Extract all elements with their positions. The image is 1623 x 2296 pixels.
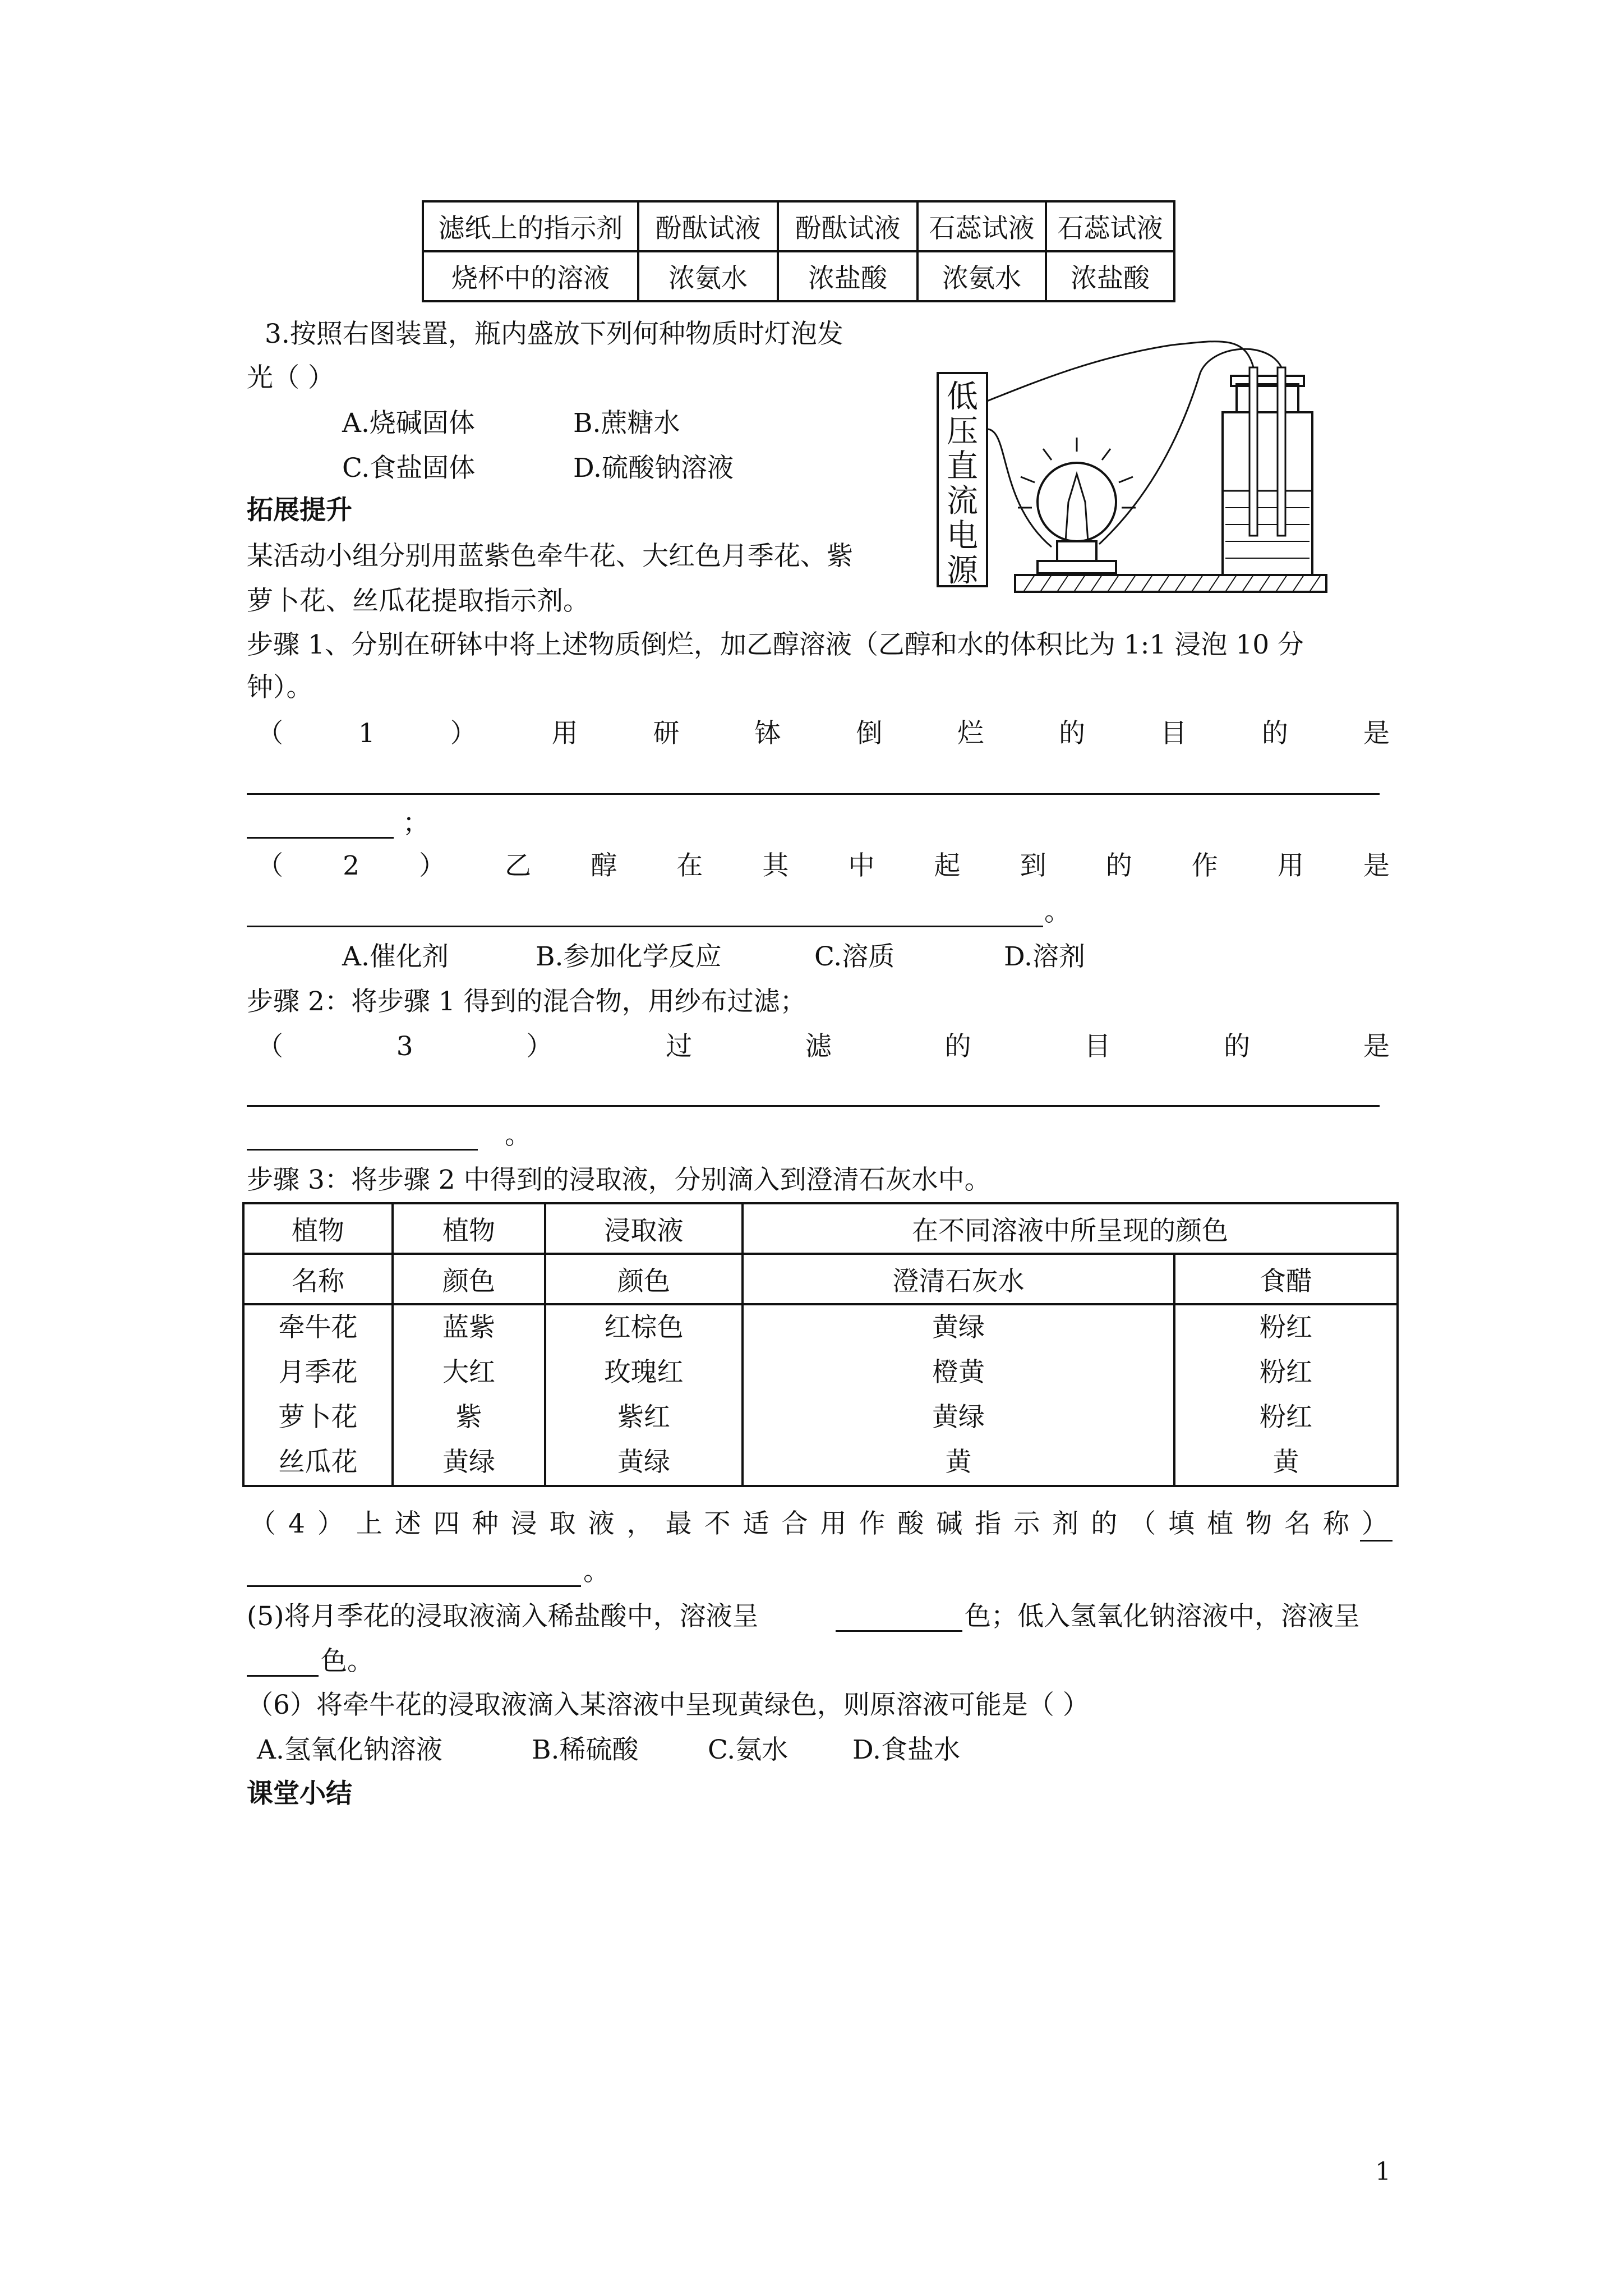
- question-5-text-end: 色。: [321, 1646, 374, 1677]
- answer-blank[interactable]: [836, 1630, 962, 1632]
- punctuation: ；: [403, 808, 429, 839]
- page-number: 1: [1375, 2157, 1391, 2186]
- answer-blank[interactable]: [247, 1105, 1380, 1107]
- step1-text: 步骤 1、分别在研钵中将上述物质倒烂，加乙醇溶液（乙醇和水的体积比为 1:1 浸泡 10 分: [247, 629, 1304, 660]
- punctuation: 。: [583, 1556, 610, 1587]
- power-source-label: [940, 380, 985, 588]
- table-cell: 石蕊试液: [1046, 201, 1174, 251]
- indicator-table: [422, 200, 1175, 302]
- punctuation: 。: [505, 1120, 531, 1151]
- table-cell: 浸取液: [545, 1203, 743, 1254]
- ext-intro: 某活动小组分别用蓝紫色牵牛花、大红色月季花、紫: [247, 541, 853, 572]
- table-cell: 植物: [243, 1203, 393, 1254]
- label-char: 直: [947, 448, 978, 485]
- table-cell: 在不同溶液中所呈现的颜色: [743, 1203, 1398, 1254]
- table-cell: 黄绿 橙黄 黄绿 黄: [743, 1304, 1174, 1486]
- table-cell: 红棕色 玫瑰红 紫红 黄绿: [545, 1304, 743, 1486]
- circuit-figure: [931, 334, 1335, 597]
- q3-stem: 3.按照右图装置，瓶内盛放下列何种物质时灯泡发: [265, 319, 843, 349]
- table-cell: 石蕊试液: [917, 201, 1046, 251]
- table-cell: 浓盐酸: [1046, 251, 1174, 301]
- section-heading-summary: 课堂小结: [247, 1778, 352, 1809]
- table-cell: 牵牛花 月季花 萝卜花 丝瓜花: [243, 1304, 393, 1486]
- ext-intro-cont: 萝卜花、丝瓜花提取指示剂。: [247, 586, 589, 616]
- table-cell: 颜色: [393, 1254, 545, 1304]
- q3-option-c: C.食盐固体: [342, 453, 476, 484]
- table-cell: 澄清石灰水: [743, 1254, 1174, 1304]
- q3-option-d: D.硫酸钠溶液: [573, 453, 734, 484]
- label-char: 压: [947, 413, 978, 450]
- q6-option-d: D.食盐水: [852, 1734, 960, 1765]
- step1-text-cont: 钟）。: [247, 672, 313, 703]
- circuit-diagram: [931, 334, 1335, 597]
- section-heading: 拓展提升: [247, 495, 352, 526]
- q6-option-c: C.氨水: [708, 1734, 789, 1765]
- table-row: [243, 1304, 1398, 1486]
- table-cell: 浓氨水: [917, 251, 1046, 301]
- table-row: [243, 1254, 1398, 1304]
- label-char: 源: [947, 553, 978, 589]
- answer-blank[interactable]: [247, 793, 1380, 795]
- q3-option-a: A.烧碱固体: [342, 408, 475, 439]
- q2-option-a: A.催化剂: [342, 941, 449, 972]
- answer-blank[interactable]: [247, 1585, 581, 1587]
- table-cell: 蓝紫 大红 紫 黄绿: [393, 1304, 545, 1486]
- table-cell: 植物: [393, 1203, 545, 1254]
- answer-blank[interactable]: [1360, 1540, 1393, 1542]
- table-cell: 颜色: [545, 1254, 743, 1304]
- label-char: 低: [947, 379, 978, 415]
- step3-text: 步骤 3：将步骤 2 中得到的浸取液，分别滴入到澄清石灰水中。: [247, 1165, 991, 1195]
- table-row: [243, 1203, 1398, 1254]
- table-cell: 食醋: [1174, 1254, 1398, 1304]
- table-cell: 烧杯中的溶液: [423, 251, 638, 301]
- table-cell: 名称: [243, 1254, 393, 1304]
- answer-blank[interactable]: [247, 837, 394, 839]
- punctuation: 。: [1044, 896, 1071, 927]
- q3-option-b: B.蔗糖水: [573, 408, 680, 439]
- step2-text: 步骤 2：将步骤 1 得到的混合物，用纱布过滤；: [247, 986, 806, 1017]
- question-4-text: （ 4 ） 上 述 四 种 浸 取 液 ， 最 不 适 合 用 作 酸 碱 指 示 剂 的 （ 填 植 物 名 称 ）: [250, 1508, 1388, 1539]
- label-char: 流: [947, 483, 978, 519]
- table-cell: 酚酞试液: [638, 201, 778, 251]
- table-cell: 粉红 粉红 粉红 黄: [1174, 1304, 1398, 1486]
- q6-option-b: B.稀硫酸: [532, 1734, 639, 1765]
- question-5-text-mid: 色；低入氢氧化钠溶液中，溶液呈: [965, 1601, 1360, 1632]
- answer-blank[interactable]: [247, 926, 1043, 927]
- plant-extract-table: [242, 1202, 1399, 1487]
- q6-option-a: A.氢氧化钠溶液: [257, 1734, 442, 1765]
- question-5-text: (5)将月季花的浸取液滴入稀盐酸中，溶液呈: [247, 1601, 759, 1632]
- table-row: [423, 201, 1174, 251]
- table-row: [423, 251, 1174, 301]
- q3-stem-cont: 光（ ）: [247, 362, 334, 393]
- question-1-text: （ 1 ） 用 研 钵 倒 烂 的 目 的 是: [257, 718, 1390, 749]
- question-6-text: （6）将牵牛花的浸取液滴入某溶液中呈现黄绿色，则原溶液可能是（ ）: [247, 1690, 1089, 1720]
- answer-blank[interactable]: [247, 1675, 319, 1677]
- table-cell: 浓盐酸: [778, 251, 917, 301]
- question-3-text: （ 3 ） 过 滤 的 目 的 是: [257, 1031, 1390, 1062]
- q2-option-c: C.溶质: [814, 941, 895, 972]
- q2-option-b: B.参加化学反应: [536, 941, 722, 972]
- table-cell: 浓氨水: [638, 251, 778, 301]
- table-cell: 酚酞试液: [778, 201, 917, 251]
- answer-blank[interactable]: [247, 1149, 478, 1151]
- table-cell: 滤纸上的指示剂: [423, 201, 638, 251]
- q2-option-d: D.溶剂: [1004, 941, 1085, 972]
- label-char: 电: [947, 518, 978, 554]
- question-2-text: （ 2 ） 乙 醇 在 其 中 起 到 的 作 用 是: [257, 850, 1390, 881]
